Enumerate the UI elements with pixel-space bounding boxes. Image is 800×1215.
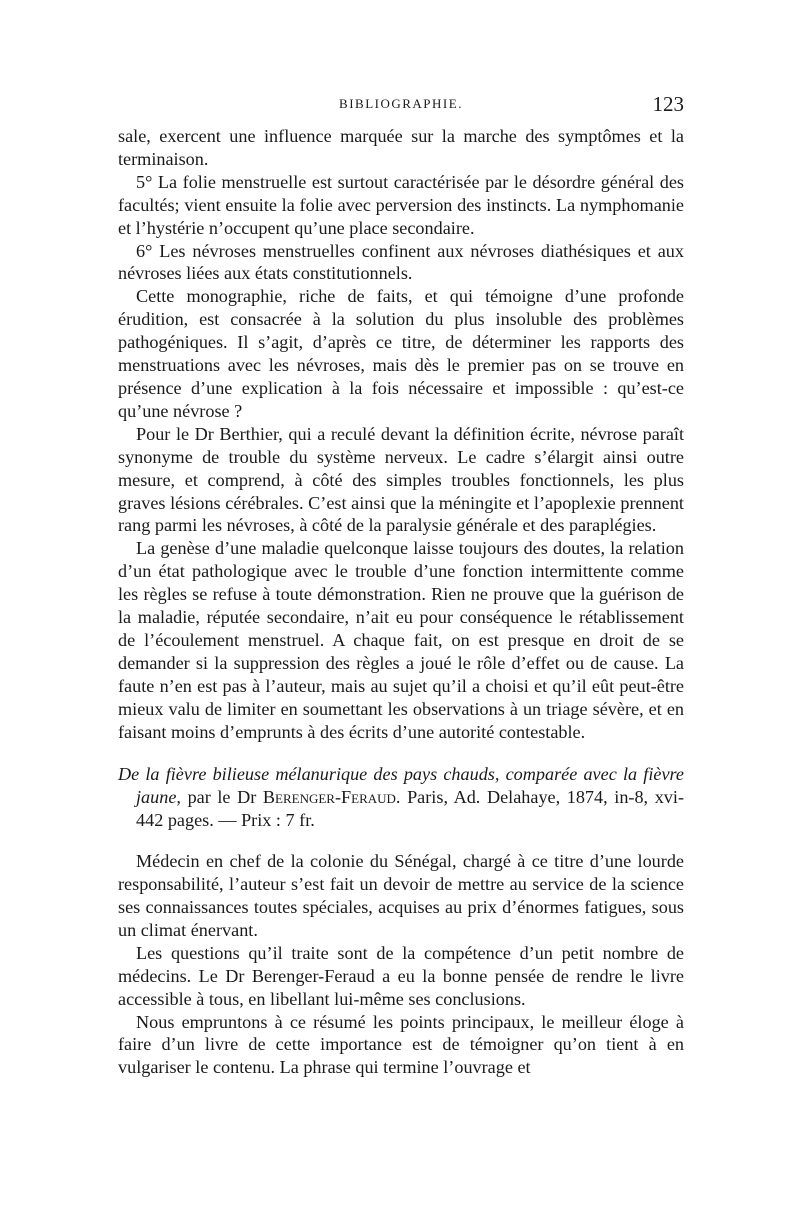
entry-by: par le Dr [187, 787, 257, 808]
paragraph: Les questions qu’il traite sont de la compétence d’un petit nombre de médecins. Le Dr Berenger-Feraud a eu la bonne pensée de rendre le livre accessible à tous, en libellant lui-même ses conclusions. [118, 942, 684, 1009]
paragraph: Nous empruntons à ce résumé les points principaux, le meilleur éloge à faire d’un livre de cette importance est de témoigner qu’on tient à en vulgariser le contenu. La phrase qui termine l’ouvrage et [118, 1011, 684, 1078]
entry-publication: . Paris, Ad. Delahaye, 1874, in-8, xvi-442 pages. — Prix : 7 fr. [136, 787, 684, 831]
paragraph: 5° La folie menstruelle est surtout caractérisée par le désordre général des facultés; vient ensuite la folie avec perversion des instincts. La nymphomanie et l’hystérie n’occupent qu’une place secondaire. [118, 171, 684, 238]
paragraph: sale, exercent une influence marquée sur la marche des symptômes et la terminaison. [118, 126, 684, 169]
bibliography-entry [118, 763, 684, 832]
running-title: BIBLIOGRAPHIE. [339, 96, 463, 111]
page-number: 123 [652, 92, 684, 116]
paragraph: La genèse d’une maladie quelconque laisse toujours des doutes, la relation d’un état pathologique avec le trouble d’une fonction intermittente comme les règles se refuse à toute démonstration. Rien ne prouve que la guérison de la maladie, réputée secondaire, n’ait eu pour conséquence le rétablissement de l’écoulement menstruel. A chaque fait, on est presque en droit de se demander si la suppression des règles a joué le rôle d’effet ou de cause. La faute n’en est pas à l’auteur, mais au sujet qu’il a choisi et qu’il eût peut-être mieux valu de limiter en soumettant les observations à un triage sévère, et en faisant moins d’emprunts à des écrits d’une autorité contestable. [118, 538, 684, 742]
body-text [118, 125, 684, 1079]
entry-author: Berenger-Feraud [262, 787, 396, 808]
paragraph: Médecin en chef de la colonie du Sénégal, chargé à ce titre d’une lourde responsabilité, l’auteur s’est fait un devoir de mettre au service de la science ses connaissances toutes spéciales, acquises au prix d’énormes fatigues, sous un climat énervant. [118, 851, 684, 940]
entry-title: De la fièvre bilieuse mélanurique des pays chauds, comparée avec la fièvre jaune, [118, 764, 684, 808]
paragraph: Cette monographie, riche de faits, et qui témoigne d’une profonde érudition, est consacrée à la solution du plus insoluble des problèmes pathogéniques. Il s’agit, d’après ce titre, de déterminer les rapports des menstruations avec les névroses, mais dès le premier pas on se trouve en présence d’une explication à la fois nécessaire et impossible : qu’est-ce qu’une névrose ? [118, 286, 684, 421]
page-header [118, 92, 684, 122]
paragraph: 6° Les névroses menstruelles confinent aux névroses diathésiques et aux névroses liées aux états constitutionnels. [118, 240, 684, 284]
paragraph: Pour le Dr Berthier, qui a reculé devant la définition écrite, névrose paraît synonyme de trouble du système nerveux. Le cadre s’élargit ainsi outre mesure, et comprend, à côté des simples troubles fonctionnels, les plus graves lésions cérébrales. C’est ainsi que la méningite et l’apoplexie prennent rang parmi les névroses, à côté de la paralysie générale et des paraplégies. [118, 423, 684, 536]
